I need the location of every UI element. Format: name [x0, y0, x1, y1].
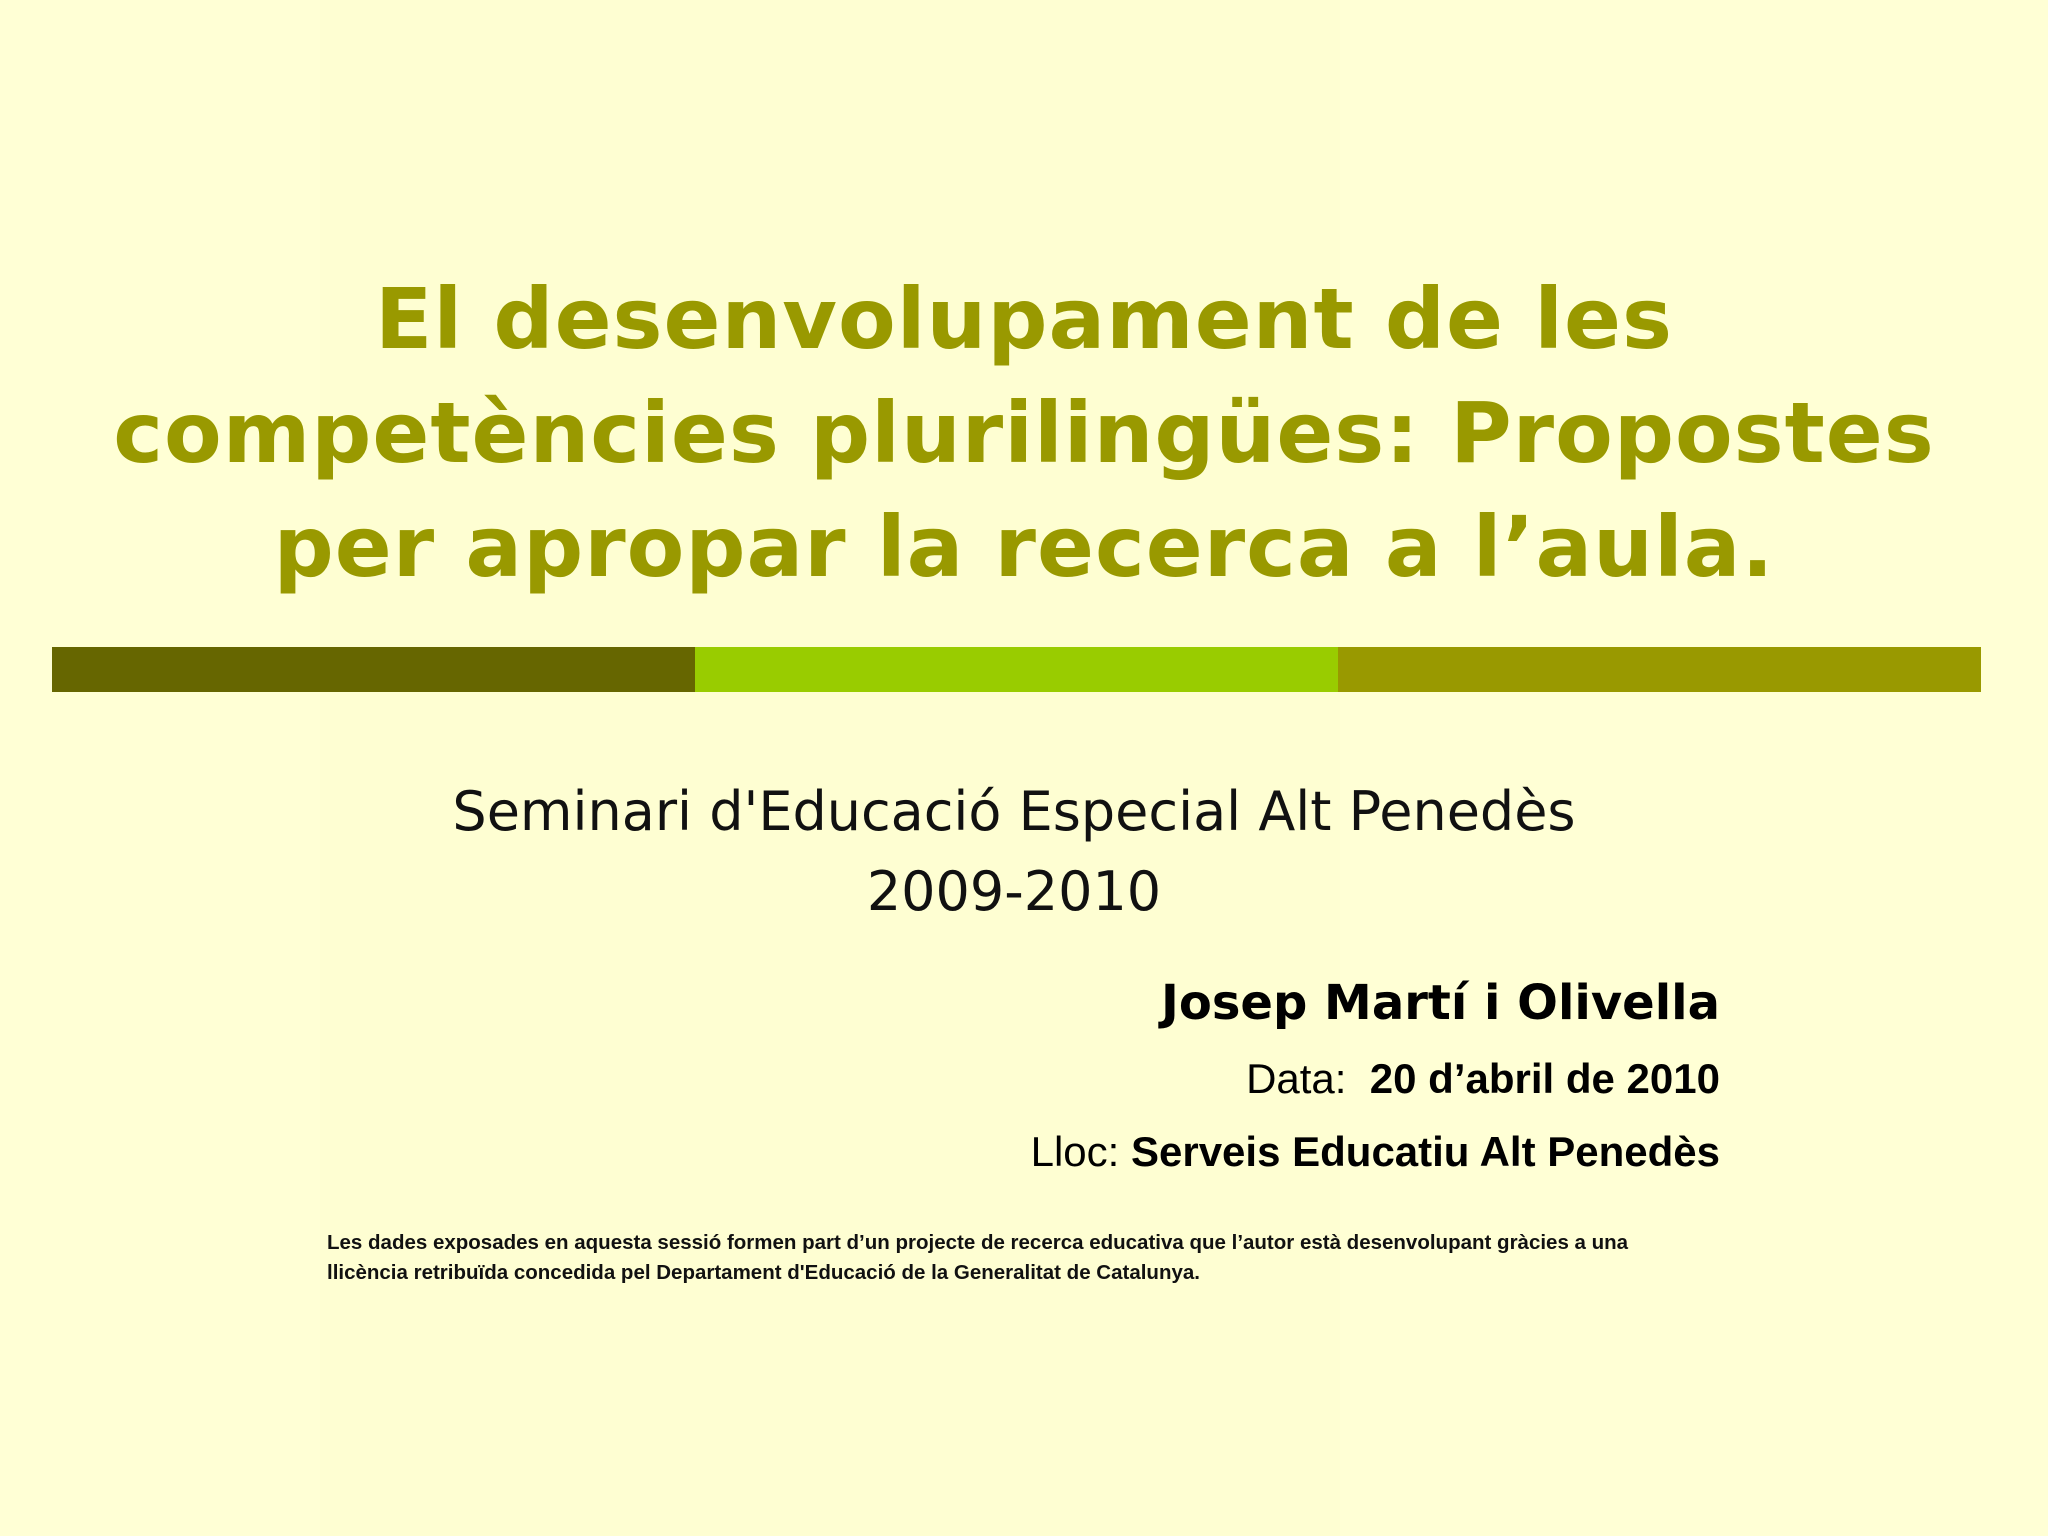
slide-title [60, 262, 1988, 604]
seminar-year: 2009-2010 [866, 860, 1162, 923]
seminar-name: Seminari d'Educació Especial Alt Penedès [452, 780, 1576, 843]
divider-bar-dark [52, 647, 695, 692]
divider-bar-light [695, 647, 1338, 692]
footnote-line: llicència retribuïda concedida pel Departament d'Educació de la Generalitat de Catalunya. [327, 1261, 1200, 1284]
place-value: Serveis Educatiu Alt Penedès [1130, 1128, 1720, 1175]
author-name: Josep Martí i Olivella [1161, 975, 1720, 1031]
date-value: 20 d’abril de 2010 [1369, 1055, 1720, 1102]
date-label: Data: [1246, 1055, 1347, 1102]
title-line: competències plurilingües: Propostes [113, 384, 1935, 482]
date-line [1246, 1055, 1720, 1103]
footnote [327, 1228, 1727, 1288]
title-line: per apropar la recerca a l’aula. [273, 498, 1775, 596]
place-label: Lloc: [1030, 1128, 1120, 1175]
footnote-line: Les dades exposades en aquesta sessió formen part d’un projecte de recerca educativa que l’autor està desenvolupant gràcies a una [327, 1231, 1629, 1254]
place-line [1031, 1128, 1720, 1176]
divider-bar-mid [1338, 647, 1981, 692]
title-line: El desenvolupament de les [375, 270, 1673, 368]
background-panel [320, 0, 1340, 1536]
